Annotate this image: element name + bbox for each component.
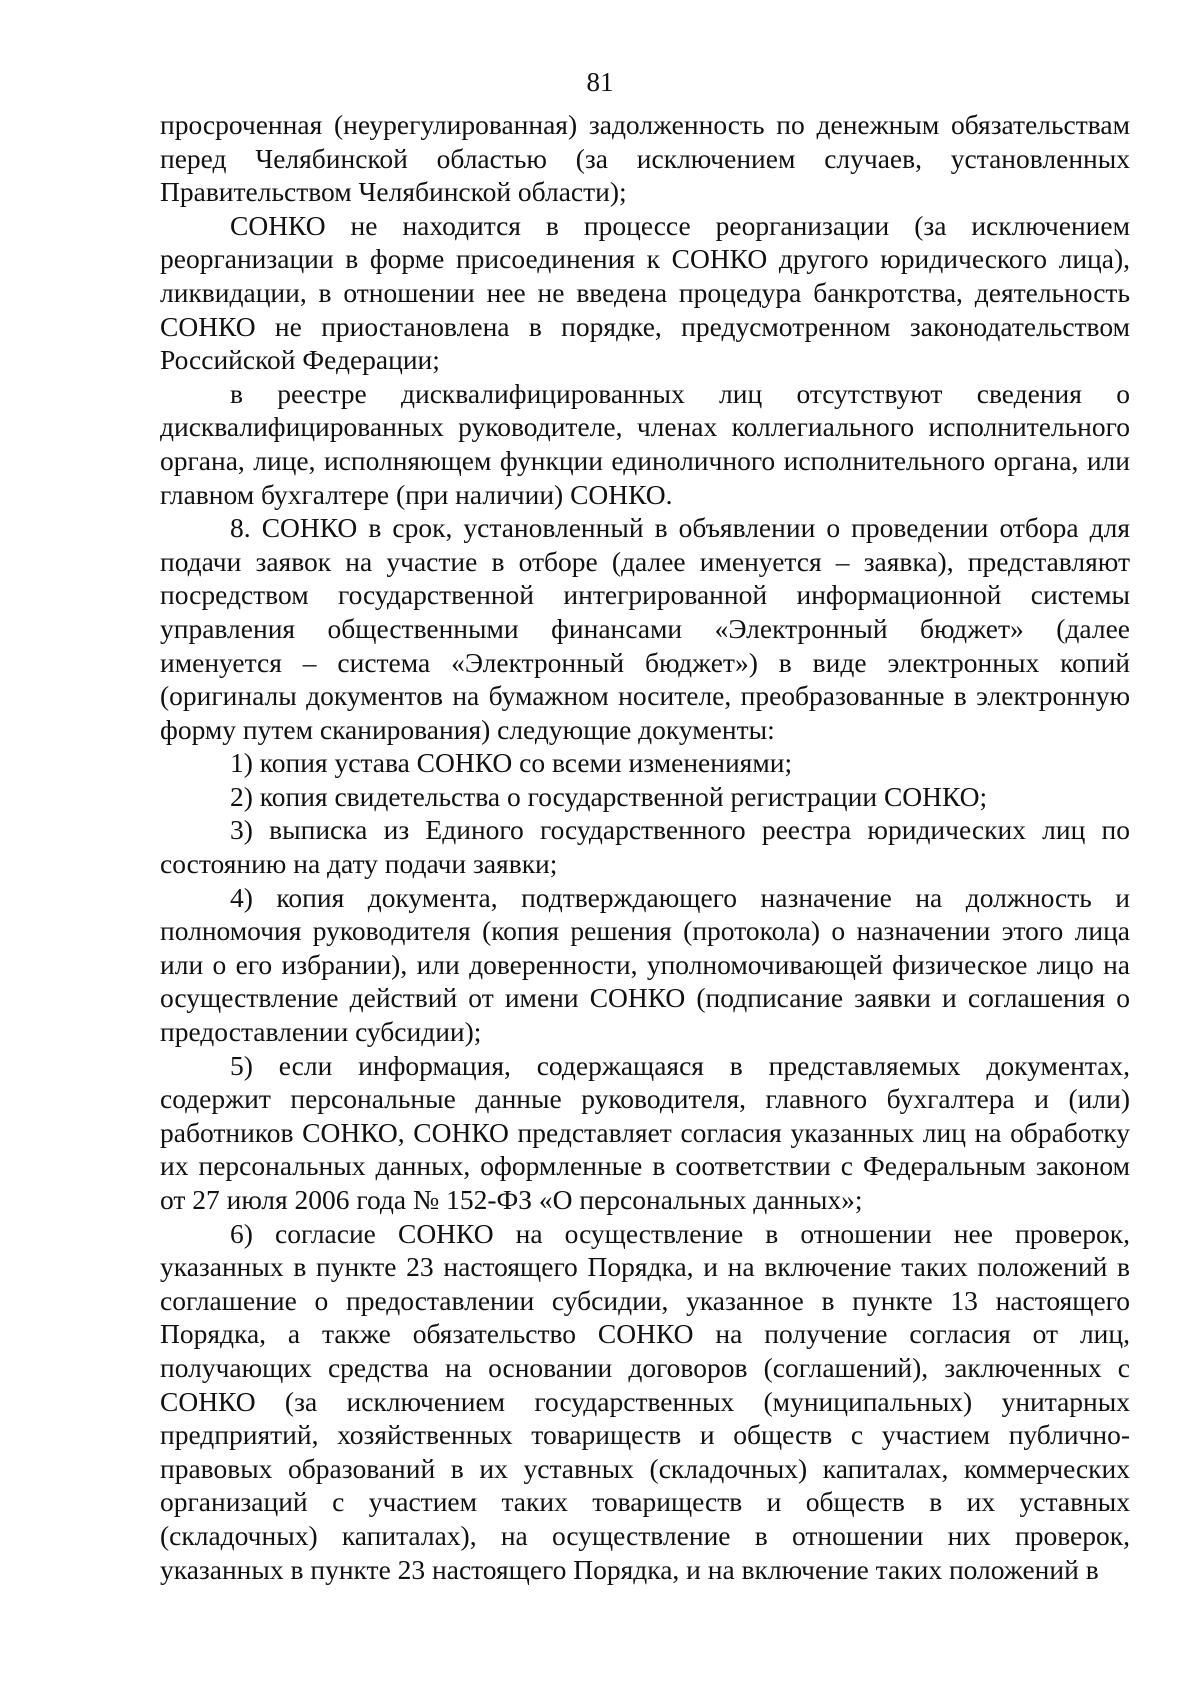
list-item-4: 4) копия документа, подтверждающего назначение на должность и полномочия руководителя (копия решения (протокола) о назначении этого лица или о его избрании), или доверенности, уполномочивающей физическое лицо на осуществление действий от имени СОНКО (подписание заявки и соглашения о предоставлении субсидии); bbox=[160, 881, 1130, 1048]
paragraph-1: просроченная (неурегулированная) задолженность по денежным обязательствам перед Челябинской областью (за исключением случаев, установленных Правительством Челябинской области); bbox=[160, 109, 1130, 208]
paragraph-4: 8. СОНКО в срок, установленный в объявлении о проведении отбора для подачи заявок на участие в отборе (далее именуется – заявка), представляют посредством государственной интегрированной информационной системы управления общественными финансами «Электронный бюджет» (далее именуется – система «Электронный бюджет») в виде электронных копий (оригиналы документов на бумажном носителе, преобразованные в электронную форму путем сканирования) следующие документы: bbox=[160, 512, 1130, 745]
paragraph-2: СОНКО не находится в процессе реорганизации (за исключением реорганизации в форме присоединения к СОНКО другого юридического лица), ликвидации, в отношении нее не введена процедура банкротства, деятельность СОНКО не приостановлена в порядке, предусмотренном законодательством Российской Федерации; bbox=[160, 209, 1130, 376]
list-item-2: 2) копия свидетельства о государственной регистрации СОНКО; bbox=[230, 780, 988, 812]
list-item-3: 3) выписка из Единого государственного реестра юридических лиц по состоянию на дату подачи заявки; bbox=[160, 814, 1130, 880]
paragraph-3: в реестре дисквалифицированных лиц отсутствуют сведения о дисквалифицированных руководителе, членах коллегиального исполнительного органа, лице, исполняющем функции единоличного исполнительного органа, или главном бухгалтере (при наличии) СОНКО. bbox=[160, 377, 1130, 510]
page-number: 81 bbox=[586, 67, 614, 97]
list-item-6: 6) согласие СОНКО на осуществление в отношении нее проверок, указанных в пункте 23 настоящего Порядка, и на включение таких положений в соглашение о предоставлении субсидии, указанное в пункте 13 настоящего Порядка, а также обязательство СОНКО на получение согласия от лиц, получающих средства на основании договоров (соглашений), заключенных с СОНКО (за исключением государственных (муниципальных) унитарных предприятий, хозяйственных товариществ и обществ с участием публично-правовых образований в их уставных (складочных) капиталах, коммерческих организаций с участием таких товариществ и обществ в их уставных (складочных) капиталах), на осуществление в отношении них проверок, указанных в пункте 23 настоящего Порядка, и на включение таких положений в bbox=[160, 1217, 1130, 1585]
list-item-5: 5) если информация, содержащаяся в представляемых документах, содержит персональные данные руководителя, главного бухгалтера и (или) работников СОНКО, СОНКО представляет согласия указанных лиц на обработку их персональных данных, оформленные в соответствии с Федеральным законом от 27 июля 2006 года № 152-ФЗ «О персональных данных»; bbox=[160, 1049, 1130, 1215]
document-body bbox=[160, 108, 1130, 1586]
list-item-1: 1) копия устава СОНКО со всеми изменениями; bbox=[230, 747, 793, 779]
